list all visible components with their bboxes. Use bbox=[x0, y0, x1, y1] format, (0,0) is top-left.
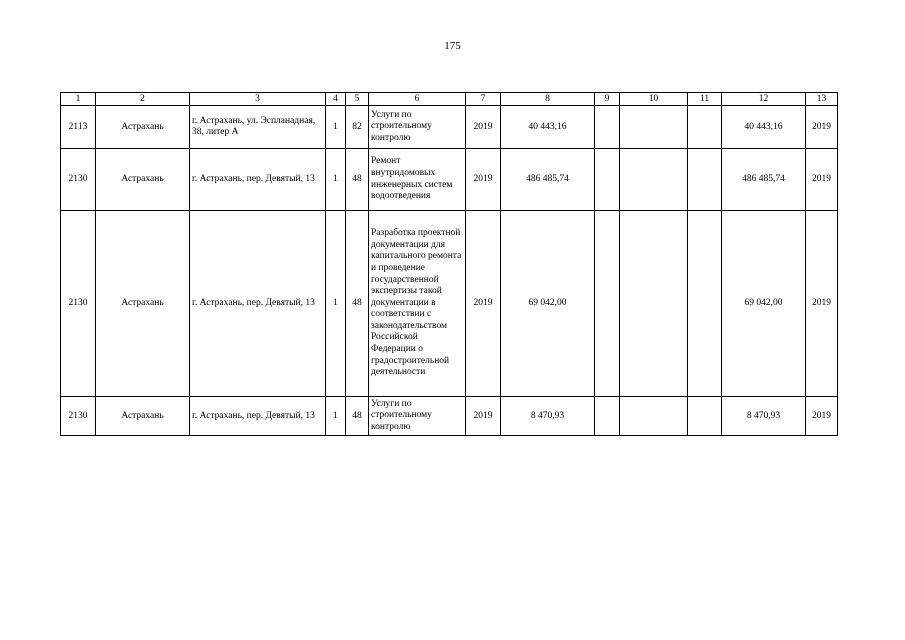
register-table bbox=[60, 92, 838, 436]
col11-cell bbox=[688, 106, 722, 149]
col4-cell: 1 bbox=[326, 106, 346, 149]
column-header: 6 bbox=[369, 93, 466, 106]
code-cell: 2130 bbox=[61, 397, 96, 436]
cost-12-cell: 40 443,16 bbox=[722, 106, 806, 149]
cost-total-cell: 8 470,93 bbox=[501, 397, 595, 436]
col10-cell bbox=[620, 211, 688, 397]
year-cell: 2019 bbox=[466, 106, 501, 149]
code-cell: 2130 bbox=[61, 211, 96, 397]
city-cell: Астрахань bbox=[96, 106, 190, 149]
cost-total-cell: 69 042,00 bbox=[501, 211, 595, 397]
column-header: 3 bbox=[190, 93, 326, 106]
table-row bbox=[61, 397, 838, 436]
col11-cell bbox=[688, 149, 722, 211]
header-row bbox=[61, 93, 838, 106]
col5-cell: 48 bbox=[346, 211, 369, 397]
table-row bbox=[61, 149, 838, 211]
column-header: 8 bbox=[501, 93, 595, 106]
page-number: 175 bbox=[444, 40, 461, 52]
code-cell: 2130 bbox=[61, 149, 96, 211]
col9-cell bbox=[595, 397, 620, 436]
address-cell: г. Астрахань, пер. Девятый, 13 bbox=[190, 397, 326, 436]
col5-cell: 48 bbox=[346, 149, 369, 211]
city-cell: Астрахань bbox=[96, 397, 190, 436]
end-year-cell: 2019 bbox=[806, 149, 838, 211]
column-header: 13 bbox=[806, 93, 838, 106]
work-cell: Услуги по строительному контролю bbox=[369, 106, 466, 149]
column-header: 9 bbox=[595, 93, 620, 106]
column-header: 5 bbox=[346, 93, 369, 106]
col4-cell: 1 bbox=[326, 211, 346, 397]
col5-cell: 82 bbox=[346, 106, 369, 149]
col4-cell: 1 bbox=[326, 397, 346, 436]
column-header: 1 bbox=[61, 93, 96, 106]
year-cell: 2019 bbox=[466, 397, 501, 436]
column-header: 11 bbox=[688, 93, 722, 106]
end-year-cell: 2019 bbox=[806, 211, 838, 397]
col10-cell bbox=[620, 106, 688, 149]
table-row bbox=[61, 211, 838, 397]
work-cell: Услуги по строительному контролю bbox=[369, 397, 466, 436]
cost-total-cell: 486 485,74 bbox=[501, 149, 595, 211]
col11-cell bbox=[688, 211, 722, 397]
column-header: 12 bbox=[722, 93, 806, 106]
col9-cell bbox=[595, 211, 620, 397]
cost-total-cell: 40 443,16 bbox=[501, 106, 595, 149]
end-year-cell: 2019 bbox=[806, 106, 838, 149]
year-cell: 2019 bbox=[466, 211, 501, 397]
column-header: 7 bbox=[466, 93, 501, 106]
column-header: 4 bbox=[326, 93, 346, 106]
year-cell: 2019 bbox=[466, 149, 501, 211]
code-cell: 2113 bbox=[61, 106, 96, 149]
address-cell: г. Астрахань, пер. Девятый, 13 bbox=[190, 149, 326, 211]
work-cell: Ремонт внутридомовых инженерных систем водоотведения bbox=[369, 149, 466, 211]
city-cell: Астрахань bbox=[96, 149, 190, 211]
col10-cell bbox=[620, 397, 688, 436]
col4-cell: 1 bbox=[326, 149, 346, 211]
cost-12-cell: 69 042,00 bbox=[722, 211, 806, 397]
work-cell: Разработка проектной документации для капитального ремонта и проведение государственной экспертизы такой документации в соответствии с законодательством Российской Федерации о градостроительной деятельности bbox=[369, 211, 466, 397]
address-cell: г. Астрахань, ул. Эспланадная, 38, литер А bbox=[190, 106, 326, 149]
city-cell: Астрахань bbox=[96, 211, 190, 397]
col9-cell bbox=[595, 149, 620, 211]
end-year-cell: 2019 bbox=[806, 397, 838, 436]
col11-cell bbox=[688, 397, 722, 436]
column-header: 10 bbox=[620, 93, 688, 106]
column-header: 2 bbox=[96, 93, 190, 106]
cost-12-cell: 486 485,74 bbox=[722, 149, 806, 211]
cost-12-cell: 8 470,93 bbox=[722, 397, 806, 436]
col10-cell bbox=[620, 149, 688, 211]
col5-cell: 48 bbox=[346, 397, 369, 436]
col9-cell bbox=[595, 106, 620, 149]
table-row bbox=[61, 106, 838, 149]
address-cell: г. Астрахань, пер. Девятый, 13 bbox=[190, 211, 326, 397]
